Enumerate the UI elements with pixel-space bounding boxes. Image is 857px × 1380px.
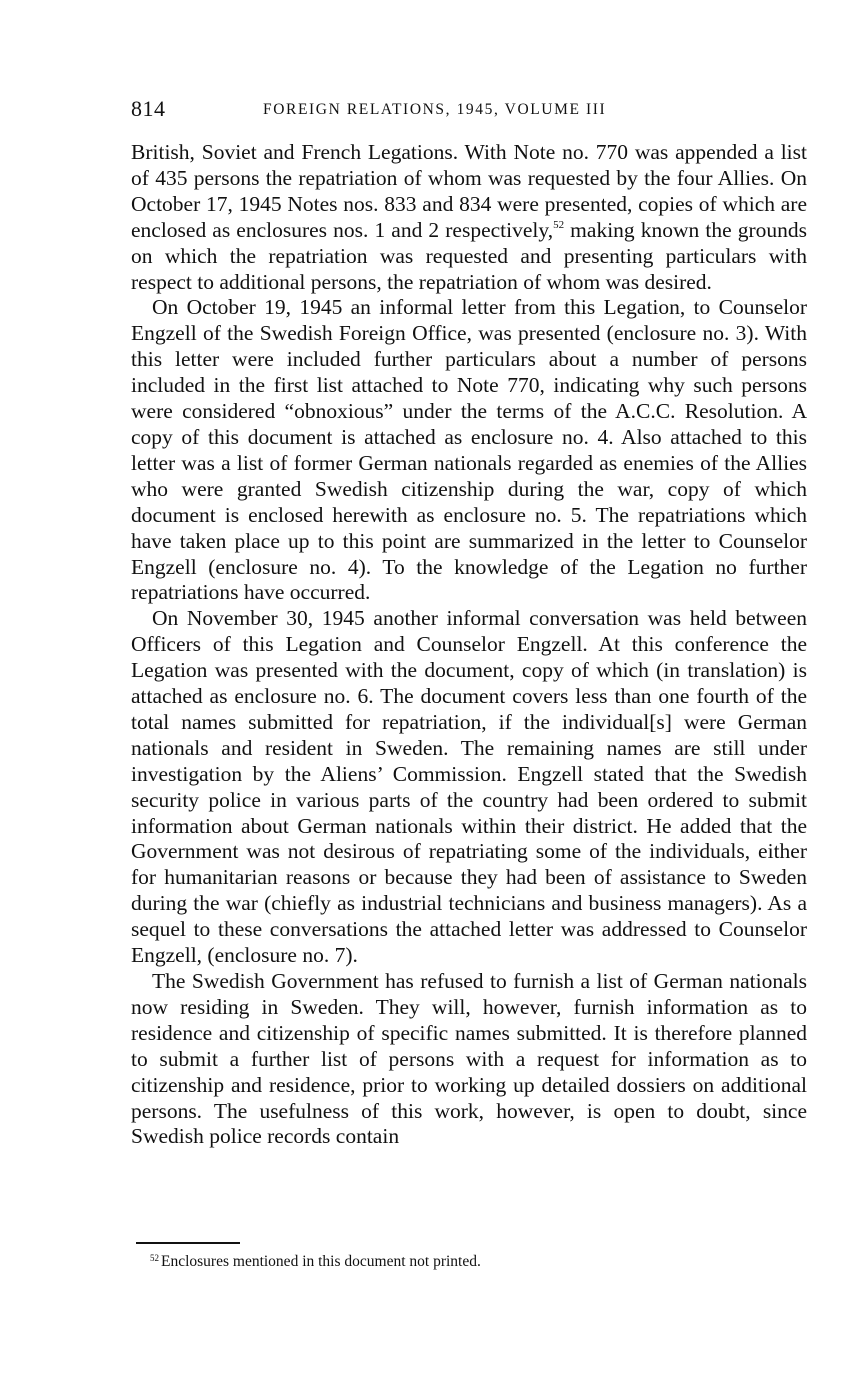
footnote-divider <box>136 1242 240 1244</box>
page-number: 814 <box>131 96 166 121</box>
footnote <box>150 1253 481 1271</box>
paragraph-1-text-a: British, Soviet and French Legations. With Note no. 770 was appended a list of 435 persons the repatriation of whom was requested by the four Allies. On October 17, 1945 Notes nos. 833 and 834 were presented, copies of which are enclosed as enclosures nos. 1 and 2 respectively, <box>131 140 807 242</box>
footnote-marker: 52 <box>150 1253 159 1263</box>
paragraph-1-text-b: making known the grounds on which the repatriation was requested and presenting particulars with respect to additional persons, the repatriation of whom was desired. <box>131 217 807 294</box>
paragraph-4: The Swedish Government has refused to furnish a list of German nationals now residing in Sweden. They will, however, furnish information as to residence and citizenship of specific names submitted. It is therefore planned to submit a further list of persons with a request for information as to citizenship and residence, prior to working up detailed dossiers on additional persons. The usefulness of this work, however, is open to doubt, since Swedish police records contain <box>131 969 807 1149</box>
page-header <box>131 96 807 126</box>
paragraph-3: On November 30, 1945 another informal conversation was held between Officers of this Legation and Counselor Engzell. At this conference the Legation was presented with the document, copy of which (in translation) is attached as enclosure no. 6. The document covers less than one fourth of the total names submitted for repatriation, if the individual[s] were German nationals and resident in Sweden. The remaining names are still under investigation by the Aliens’ Commission. Engzell stated that the Swedish security police in various parts of the country had been ordered to submit information about German nationals within their district. He added that the Government was not desirous of repatriating some of the individuals, either for humanitarian reasons or because they had been of assistance to Sweden during the war (chiefly as industrial technicians and business managers). As a sequel to these conversations the attached letter was addressed to Counselor Engzell, (enclosure no. 7). <box>131 606 807 968</box>
paragraph-1 <box>131 140 807 295</box>
footnote-text: Enclosures mentioned in this document not printed. <box>161 1253 481 1270</box>
paragraph-2: On October 19, 1945 an informal letter from this Legation, to Counselor Engzell of the Swedish Foreign Office, was presented (enclosure no. 3). With this letter were included further particulars about a number of persons included in the first list attached to Note 770, indicating why such persons were considered “obnoxious” under the terms of the A.C.C. Resolution. A copy of this document is attached as enclosure no. 4. Also attached to this letter was a list of former German nationals regarded as enemies of the Allies who were granted Swedish citizenship during the war, copy of which document is enclosed herewith as enclosure no. 5. The repatriations which have taken place up to this point are summarized in the letter to Counselor Engzell (enclosure no. 4). To the knowledge of the Legation no further repatriations have occurred. <box>131 295 807 605</box>
running-head: FOREIGN RELATIONS, 1945, VOLUME III <box>263 101 607 118</box>
footnote-reference: 52 <box>553 218 565 231</box>
body-text <box>131 140 807 1150</box>
